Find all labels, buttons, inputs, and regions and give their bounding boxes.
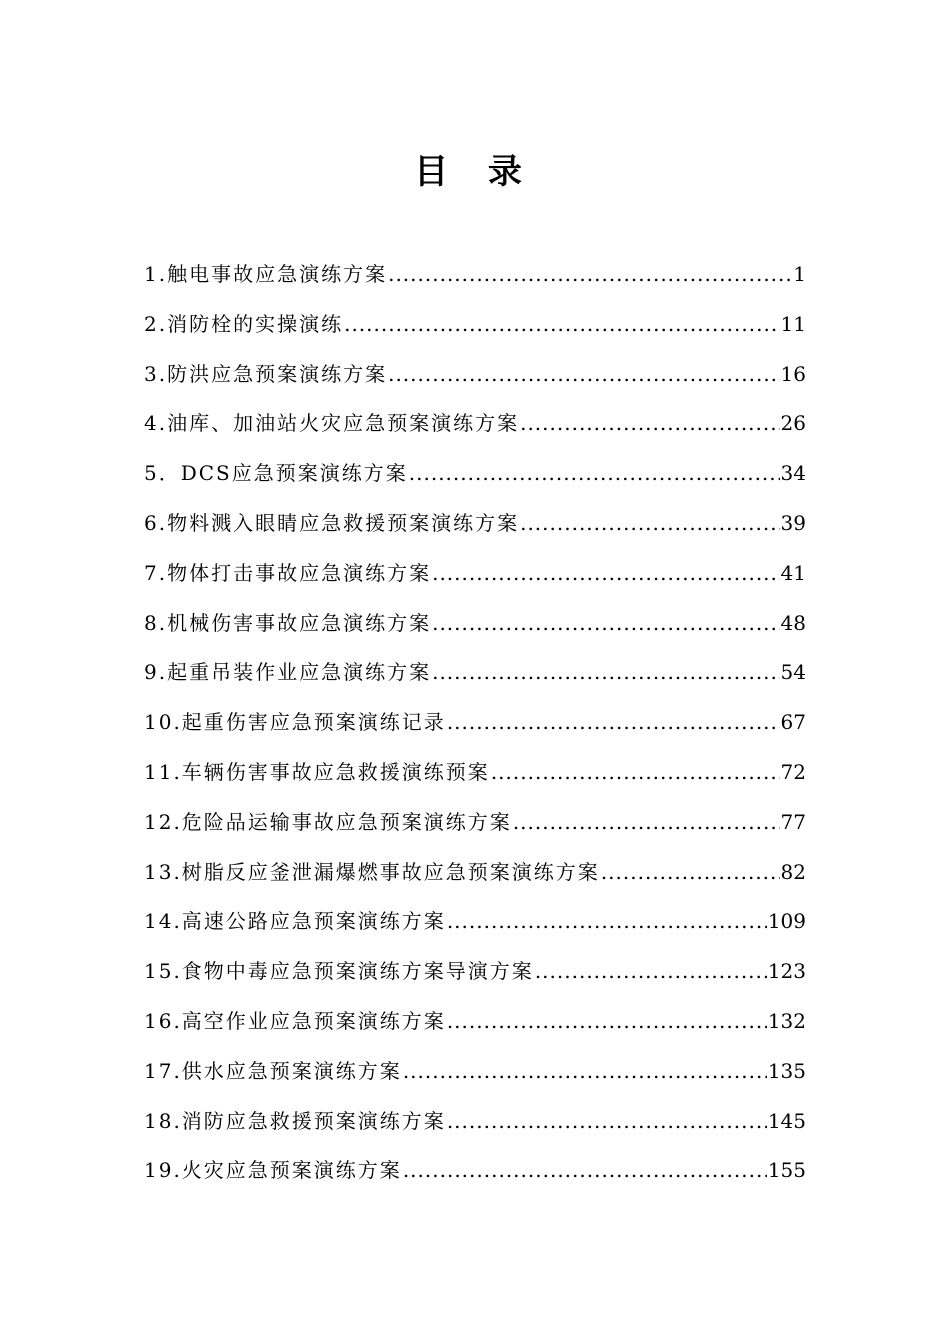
toc-entry-page-number: 132 (767, 1008, 806, 1033)
toc-entry[interactable] (144, 1101, 806, 1151)
toc-entry-title: 3.防洪应急预案演练方案 (144, 361, 388, 386)
toc-dot-leader (388, 254, 792, 294)
toc-entry-page-number: 145 (767, 1108, 806, 1133)
page-title: 目 录 (414, 152, 536, 192)
toc-entry-page-number: 135 (767, 1058, 806, 1083)
toc-entry[interactable] (144, 254, 806, 304)
toc-entry-title: 13.树脂反应釜泄漏爆燃事故应急预案演练方案 (144, 859, 600, 884)
toc-entry[interactable] (144, 1001, 806, 1051)
toc-entry[interactable] (144, 852, 806, 902)
toc-entry-title: 16.高空作业应急预案演练方案 (144, 1008, 446, 1033)
toc-entry-title: 14.高速公路应急预案演练方案 (144, 909, 446, 934)
toc-entry[interactable] (144, 304, 806, 354)
toc-dot-leader (520, 503, 779, 543)
toc-entry-page-number: 77 (780, 809, 806, 834)
toc-entry[interactable] (144, 702, 806, 752)
toc-entry[interactable] (144, 901, 806, 951)
toc-entry-title: 19.火灾应急预案演练方案 (144, 1158, 402, 1183)
toc-entry-page-number: 11 (780, 311, 806, 336)
toc-entry[interactable] (144, 453, 806, 503)
toc-entry-title: 10.起重伤害应急预案演练记录 (144, 710, 446, 735)
toc-dot-leader (491, 752, 780, 792)
toc-entry-title: 12.危险品运输事故应急预案演练方案 (144, 809, 512, 834)
toc-dot-leader (344, 304, 779, 344)
toc-dot-leader (403, 1051, 767, 1091)
toc-entry[interactable] (144, 354, 806, 404)
toc-entry-page-number: 1 (793, 262, 806, 286)
toc-dot-leader (447, 901, 767, 941)
toc-entry-page-number: 82 (780, 859, 806, 884)
toc-dot-leader (447, 1001, 767, 1041)
toc-dot-leader (432, 603, 779, 643)
toc-entry-page-number: 54 (780, 660, 806, 685)
toc-entry-title: 11.车辆伤害事故应急救援演练预案 (144, 759, 490, 784)
toc-dot-leader (403, 1150, 767, 1190)
toc-dot-leader (447, 1101, 767, 1141)
toc-entry[interactable] (144, 1051, 806, 1101)
toc-entry-page-number: 34 (780, 461, 806, 486)
toc-dot-leader (513, 802, 780, 842)
toc-entry-page-number: 67 (780, 710, 806, 735)
toc-dot-leader (520, 403, 779, 443)
toc-dot-leader (447, 702, 780, 742)
toc-entry-title: 6.物料溅入眼睛应急救援预案演练方案 (144, 510, 520, 535)
toc-entry[interactable] (144, 503, 806, 553)
toc-dot-leader (409, 453, 780, 493)
toc-entry-page-number: 123 (767, 959, 806, 984)
table-of-contents (144, 254, 806, 1200)
toc-entry-title: 4.油库、加油站火灾应急预案演练方案 (144, 411, 520, 436)
toc-entry[interactable] (144, 1150, 806, 1200)
toc-entry-title: 8.机械伤害事故应急演练方案 (144, 610, 432, 635)
toc-entry-title: 1.触电事故应急演练方案 (144, 262, 388, 286)
toc-entry-title: 5．DCS应急预案演练方案 (144, 461, 408, 486)
toc-entry-title: 18.消防应急救援预案演练方案 (144, 1108, 446, 1133)
toc-dot-leader (535, 951, 767, 991)
toc-entry-page-number: 41 (780, 560, 806, 585)
toc-entry-page-number: 16 (780, 361, 806, 386)
toc-entry-title: 2.消防栓的实操演练 (144, 311, 344, 336)
toc-dot-leader (432, 652, 779, 692)
toc-entry-page-number: 48 (780, 610, 806, 635)
toc-entry-page-number: 72 (780, 759, 806, 784)
toc-entry-title: 9.起重吊装作业应急演练方案 (144, 660, 432, 685)
toc-entry-title: 7.物体打击事故应急演练方案 (144, 560, 432, 585)
toc-entry-page-number: 155 (767, 1158, 806, 1183)
toc-entry-page-number: 109 (767, 909, 806, 934)
toc-entry[interactable] (144, 752, 806, 802)
toc-entry[interactable] (144, 652, 806, 702)
toc-entry-title: 15.食物中毒应急预案演练方案导演方案 (144, 959, 534, 984)
toc-entry[interactable] (144, 603, 806, 653)
toc-entry[interactable] (144, 553, 806, 603)
toc-dot-leader (388, 354, 779, 394)
toc-entry-title: 17.供水应急预案演练方案 (144, 1058, 402, 1083)
toc-entry[interactable] (144, 403, 806, 453)
toc-entry-page-number: 26 (780, 411, 806, 436)
toc-entry[interactable] (144, 951, 806, 1001)
toc-dot-leader (432, 553, 779, 593)
toc-dot-leader (601, 852, 780, 892)
toc-entry[interactable] (144, 802, 806, 852)
toc-entry-page-number: 39 (780, 510, 806, 535)
